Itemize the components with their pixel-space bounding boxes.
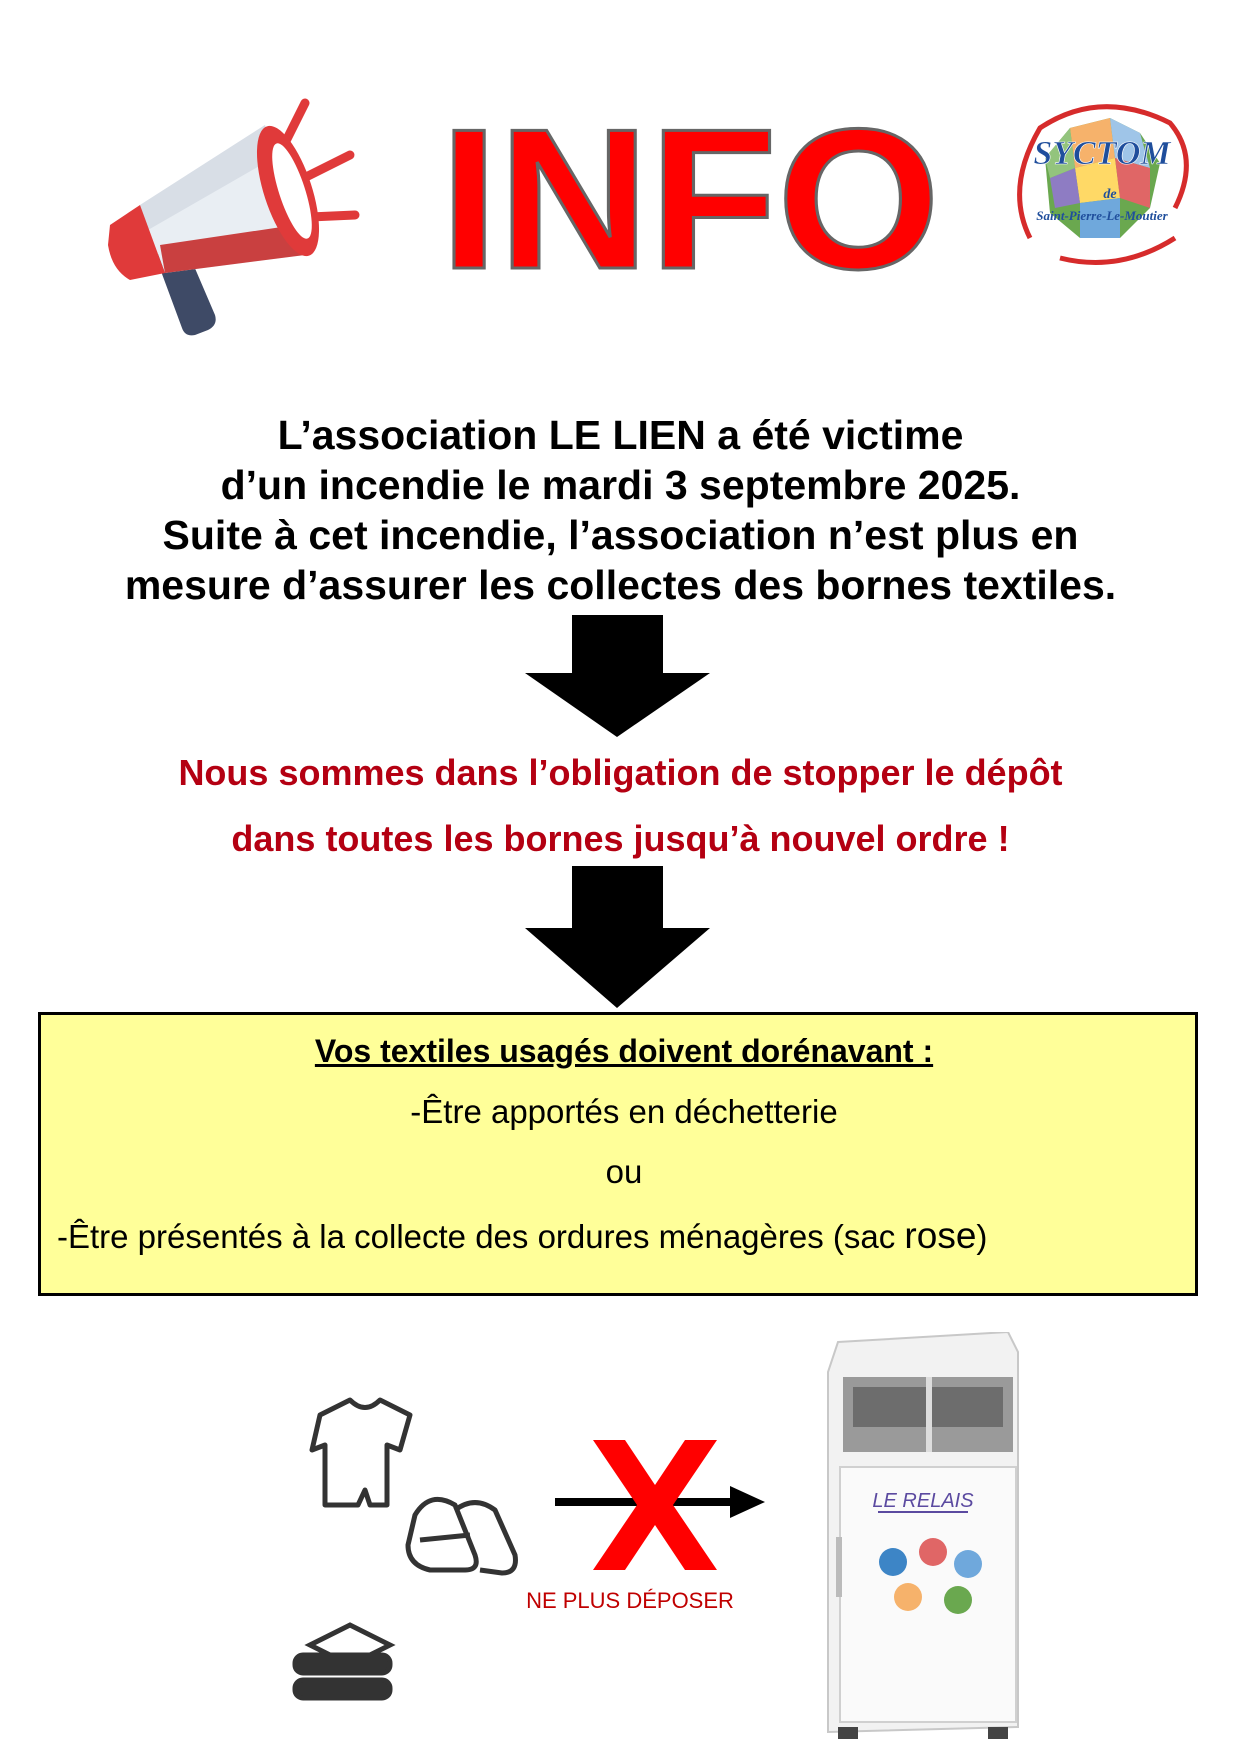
- option-collecte-end: ): [976, 1218, 988, 1255]
- folded-clothes-icon: [295, 1625, 390, 1698]
- syctom-logo: [1000, 88, 1200, 278]
- down-arrow-icon: [525, 615, 710, 737]
- megaphone-icon: [100, 95, 380, 345]
- option-collecte: [57, 1215, 1197, 1257]
- textiles-icon: [290, 1395, 560, 1735]
- bag-color: rose: [904, 1215, 977, 1256]
- option-collecte-text: -Être présentés à la collecte des ordures ménagères (sac: [57, 1218, 905, 1255]
- svg-text:de: de: [1103, 187, 1117, 202]
- option-separator: ou: [605, 1153, 643, 1190]
- intro-line: d’un incendie le mardi 3 septembre 2025.: [220, 462, 1021, 508]
- notice-line: Nous sommes dans l’obligation de stopper le dépôt: [178, 752, 1063, 793]
- tshirt-icon: [312, 1400, 410, 1505]
- intro-line: Suite à cet incendie, l’association n’est plus en: [162, 512, 1079, 558]
- svg-text:LE RELAIS: LE RELAIS: [872, 1490, 974, 1512]
- down-arrow-icon: [525, 866, 710, 1008]
- info-title: [430, 96, 950, 296]
- no-deposit-label: NE PLUS DÉPOSER: [526, 1588, 734, 1613]
- no-deposit-icon: [555, 1430, 765, 1580]
- intro-text: [0, 410, 1241, 610]
- notice-line: dans toutes les bornes jusqu’à nouvel ordre !: [231, 818, 1010, 859]
- option-dechetterie: -Être apportés en déchetterie: [410, 1093, 838, 1130]
- intro-line: L’association LE LIEN a été victime: [277, 412, 964, 458]
- svg-text:INFO: INFO: [440, 96, 940, 296]
- instructions-box: [38, 1012, 1198, 1296]
- shoes-icon: [408, 1499, 515, 1573]
- textile-bin-image: [808, 1332, 1038, 1742]
- svg-text:SYCTOM: SYCTOM: [1033, 135, 1171, 172]
- instructions-heading: Vos textiles usagés doivent dorénavant :: [314, 1033, 934, 1069]
- svg-text:Saint-Pierre-Le-Moutier: Saint-Pierre-Le-Moutier: [1036, 208, 1168, 223]
- intro-line: mesure d’assurer les collectes des bornes textiles.: [124, 562, 1117, 608]
- notice-text: [0, 740, 1241, 872]
